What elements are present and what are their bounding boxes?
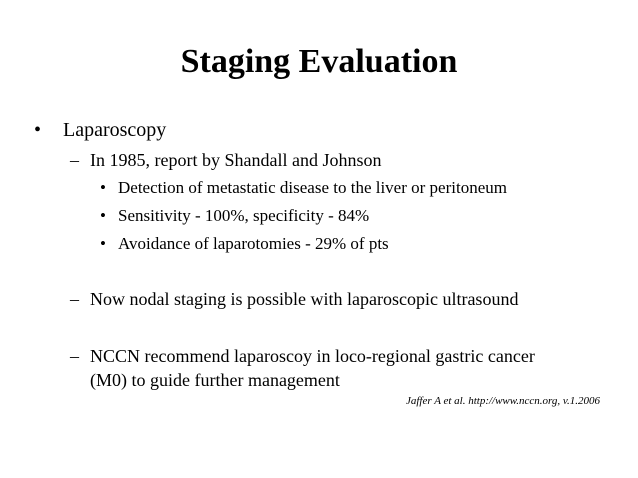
bullet-marker: •	[100, 178, 106, 197]
slide-title: Staging Evaluation	[180, 43, 458, 80]
citation: Jaffer A et al. http://www.nccn.org, v.1.2006	[405, 395, 600, 407]
bullet-marker: •	[34, 119, 42, 141]
sub-bullet-1985-report: In 1985, report by Shandall and Johnson	[90, 150, 382, 170]
dash-marker: –	[70, 346, 79, 366]
bullet-laparoscopy: Laparoscopy	[63, 119, 167, 141]
dash-marker: –	[70, 289, 79, 309]
sub-bullet-nccn-line-2: (M0) to guide further management	[90, 370, 340, 390]
dash-marker: –	[70, 150, 79, 170]
bullet-marker: •	[100, 234, 106, 253]
sub-bullet-nodal-staging: Now nodal staging is possible with laparoscopic ultrasound	[90, 289, 519, 309]
detail-detection: Detection of metastatic disease to the liver or peritoneum	[118, 178, 507, 197]
bullet-marker: •	[100, 206, 106, 225]
detail-avoidance: Avoidance of laparotomies - 29% of pts	[118, 234, 389, 253]
sub-bullet-nccn-line-1: NCCN recommend laparoscoy in loco-regional gastric cancer	[90, 346, 535, 366]
detail-sensitivity: Sensitivity - 100%, specificity - 84%	[118, 206, 370, 225]
